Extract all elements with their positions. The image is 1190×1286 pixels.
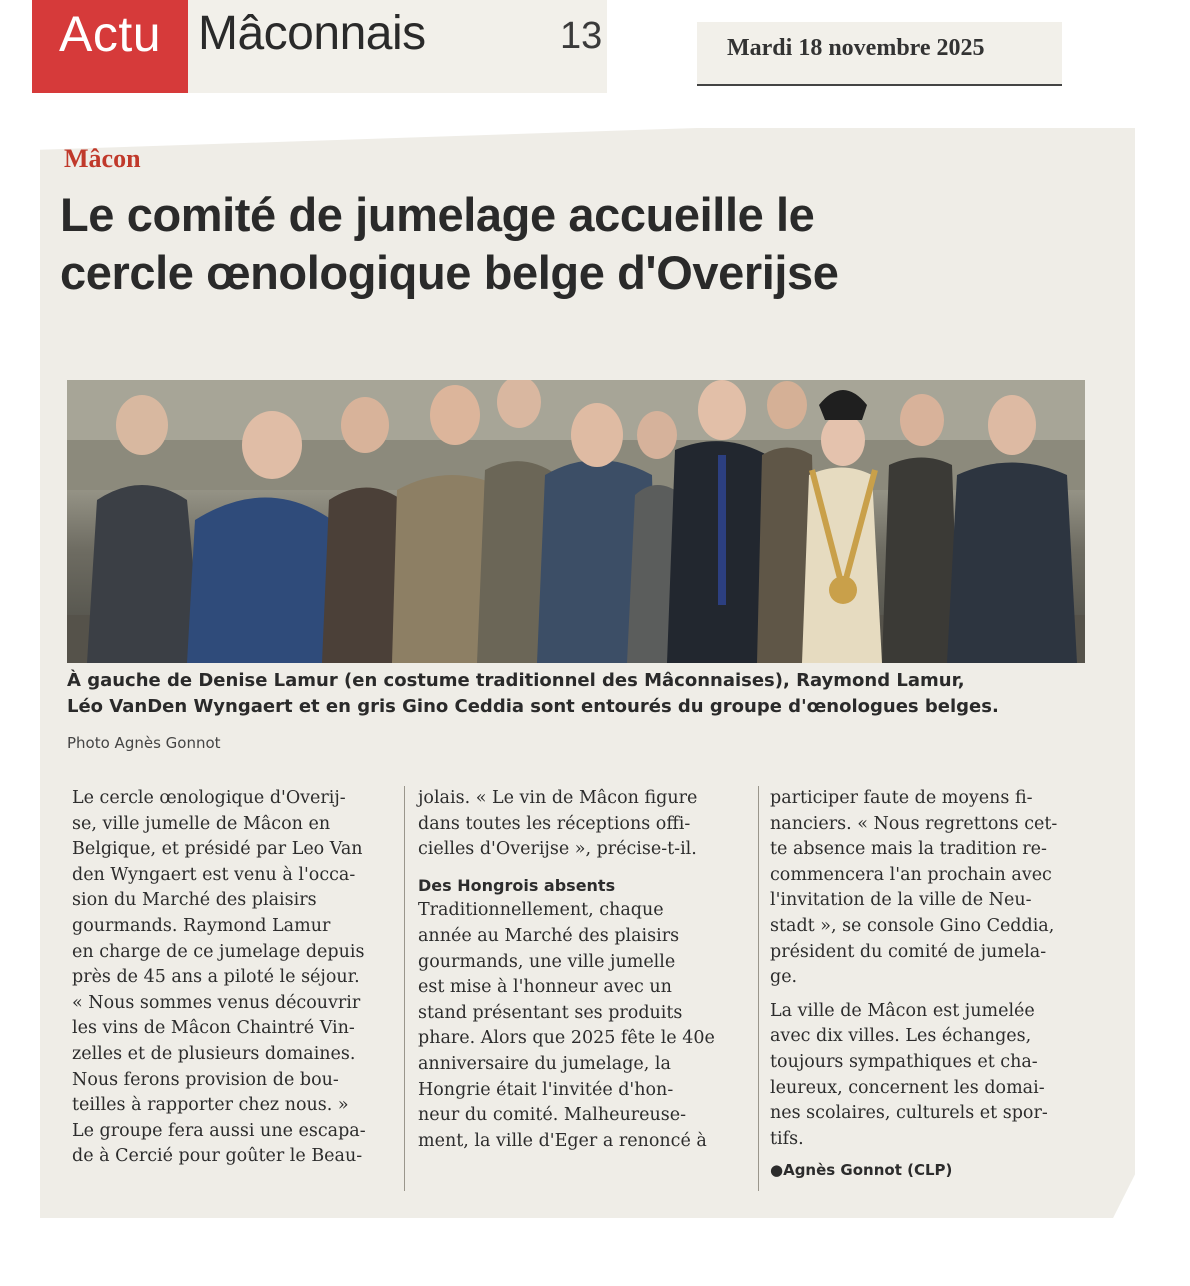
body-text-line: Traditionnellement, chaque bbox=[418, 900, 664, 921]
column-divider bbox=[758, 786, 759, 1191]
body-text-line: phare. Alors que 2025 fête le 40e bbox=[418, 1028, 715, 1049]
group-photo bbox=[67, 380, 1085, 663]
article-column-2 bbox=[418, 786, 748, 1154]
body-text-line: est mise à l'honneur avec un bbox=[418, 977, 672, 998]
body-text-line: nes scolaires, culturels et spor- bbox=[770, 1103, 1048, 1124]
headline-line: Le comité de jumelage accueille le bbox=[60, 188, 815, 241]
body-text-line: zelles et de plusieurs domaines. bbox=[72, 1043, 356, 1064]
body-text-line: La ville de Mâcon est jumelée bbox=[770, 1000, 1035, 1021]
body-text-line: leureux, concernent les domai- bbox=[770, 1077, 1045, 1098]
body-text-line: l'invitation de la ville de Neu- bbox=[770, 890, 1032, 911]
body-text-line: participer faute de moyens fi- bbox=[770, 788, 1033, 808]
headline-line: cercle œnologique belge d'Overijse bbox=[60, 246, 839, 299]
photo-caption bbox=[67, 668, 1097, 720]
body-text-line: Hongrie était l'invitée d'hon- bbox=[418, 1079, 674, 1100]
body-text-line: nanciers. « Nous regrettons cet- bbox=[770, 813, 1058, 834]
photo-credit: Photo Agnès Gonnot bbox=[67, 734, 221, 752]
article-kicker: Mâcon bbox=[64, 144, 141, 173]
body-text-line: président du comité de jumela- bbox=[770, 941, 1047, 962]
rubric-label: Actu bbox=[32, 0, 188, 93]
body-text-line: année au Marché des plaisirs bbox=[418, 925, 680, 946]
body-text-line: tifs. bbox=[770, 1128, 804, 1149]
body-text-line: près de 45 ans a piloté le séjour. bbox=[72, 967, 360, 988]
body-text-line: « Nous sommes venus découvrir bbox=[72, 992, 361, 1013]
body-text-line: Le groupe fera aussi une escapa- bbox=[72, 1120, 366, 1141]
article-column-1 bbox=[72, 786, 390, 1170]
body-text-line: les vins de Mâcon Chaintré Vin- bbox=[72, 1018, 355, 1039]
caption-line: À gauche de Denise Lamur (en costume traditionnel des Mâconnaises), Raymond Lamur, bbox=[67, 670, 965, 691]
body-text-line: stand présentant ses produits bbox=[418, 1002, 683, 1023]
body-text-line: toujours sympathiques et cha- bbox=[770, 1051, 1038, 1072]
publication-date: Mardi 18 novembre 2025 bbox=[727, 35, 985, 61]
body-text-line: commencera l'an prochain avec bbox=[770, 864, 1052, 885]
section-title: Mâconnais bbox=[198, 7, 426, 60]
body-text-line: anniversaire du jumelage, la bbox=[418, 1053, 671, 1074]
body-text-line: ment, la ville d'Eger a renoncé à bbox=[418, 1130, 707, 1151]
body-text-line: stadt », se console Gino Ceddia, bbox=[770, 915, 1055, 936]
body-text-line: jolais. « Le vin de Mâcon figure bbox=[418, 788, 698, 808]
body-text-line: teilles à rapporter chez nous. » bbox=[72, 1095, 349, 1116]
body-text-line: se, ville jumelle de Mâcon en bbox=[72, 813, 331, 834]
column-divider bbox=[404, 786, 405, 1191]
body-text-line: gourmands. Raymond Lamur bbox=[72, 915, 331, 936]
group-photo-illustration bbox=[67, 380, 1085, 663]
caption-line: Léo VanDen Wyngaert et en gris Gino Ceddia sont entourés du groupe d'œnologues belges. bbox=[67, 696, 999, 717]
page-number: 13 bbox=[560, 15, 603, 57]
body-text-line: en charge de ce jumelage depuis bbox=[72, 941, 365, 962]
author-signature: ●Agnès Gonnot (CLP) bbox=[770, 1161, 953, 1180]
article-headline bbox=[60, 186, 1100, 302]
body-text-line: te absence mais la tradition re- bbox=[770, 839, 1047, 860]
body-text-line: ge. bbox=[770, 967, 798, 988]
body-text-line: sion du Marché des plaisirs bbox=[72, 890, 317, 911]
body-text-line: dans toutes les réceptions offi- bbox=[418, 813, 691, 834]
body-text-line: avec dix villes. Les échanges, bbox=[770, 1026, 1032, 1047]
body-text-line: cielles d'Overijse », précise-t-il. bbox=[418, 839, 697, 860]
body-text-line: Le cercle œnologique d'Overij- bbox=[72, 788, 346, 808]
body-text-line: neur du comité. Malheureuse- bbox=[418, 1105, 686, 1126]
body-text-line: gourmands, une ville jumelle bbox=[418, 951, 676, 972]
body-text-line: de à Cercié pour goûter le Beau- bbox=[72, 1146, 363, 1167]
body-text-line: Belgique, et présidé par Leo Van bbox=[72, 839, 363, 860]
article-column-3 bbox=[770, 786, 1100, 1184]
subheading: Des Hongrois absents bbox=[418, 875, 616, 895]
body-text-line: den Wyngaert est venu à l'occa- bbox=[72, 864, 356, 885]
body-text-line: Nous ferons provision de bou- bbox=[72, 1069, 339, 1090]
